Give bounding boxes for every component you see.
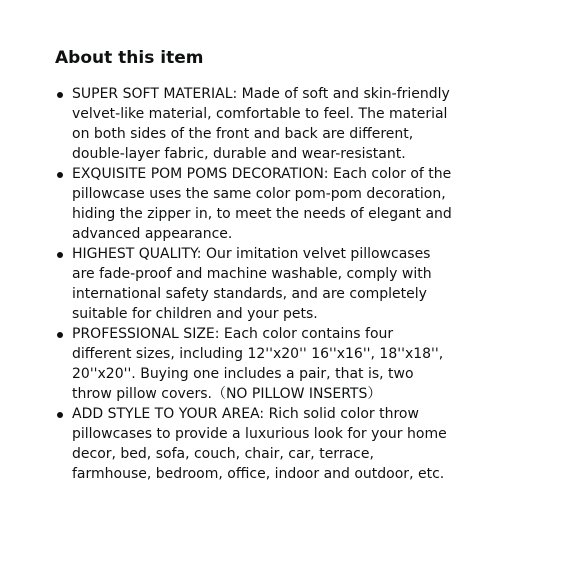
feature-bullet-super-soft-material — [72, 84, 452, 164]
bullet-dot-icon — [57, 92, 63, 98]
feature-bullet-professional-size — [72, 324, 452, 404]
bullet-dot-icon — [57, 172, 63, 178]
bullet-dot-icon — [57, 332, 63, 338]
bullet-dot-icon — [57, 252, 63, 258]
feature-bullet-text: ADD STYLE TO YOUR AREA: Rich solid color throw pillowcases to provide a luxurious look for your home decor, bed, sofa, couch, chair, car, terrace, farmhouse, bedroom, office, indoor and outdoor, etc. — [72, 406, 447, 482]
feature-bullet-text: PROFESSIONAL SIZE: Each color contains four different sizes, including 12''x20'' 16''x16'', 18''x18'', 20''x20''. Buying one includes a pair, that is, two throw pillow covers.（NO PILLOW INSERTS） — [72, 326, 444, 402]
feature-bullet-list — [72, 84, 452, 484]
feature-bullet-pom-poms-decoration — [72, 164, 452, 244]
feature-bullet-text: HIGHEST QUALITY: Our imitation velvet pillowcases are fade-proof and machine washable, comply with international safety standards, and are completely suitable for children and your pets. — [72, 246, 432, 322]
section-title: About this item — [55, 48, 204, 68]
bullet-dot-icon — [57, 412, 63, 418]
feature-bullet-add-style — [72, 404, 452, 484]
feature-bullet-highest-quality — [72, 244, 452, 324]
feature-bullet-text: EXQUISITE POM POMS DECORATION: Each color of the pillowcase uses the same color pom-pom decoration, hiding the zipper in, to meet the needs of elegant and advanced appearance. — [72, 166, 452, 242]
feature-bullet-text: SUPER SOFT MATERIAL: Made of soft and skin-friendly velvet-like material, comfortable to feel. The material on both sides of the front and back are different, double-layer fabric, durable and wear-resistant. — [72, 86, 450, 162]
